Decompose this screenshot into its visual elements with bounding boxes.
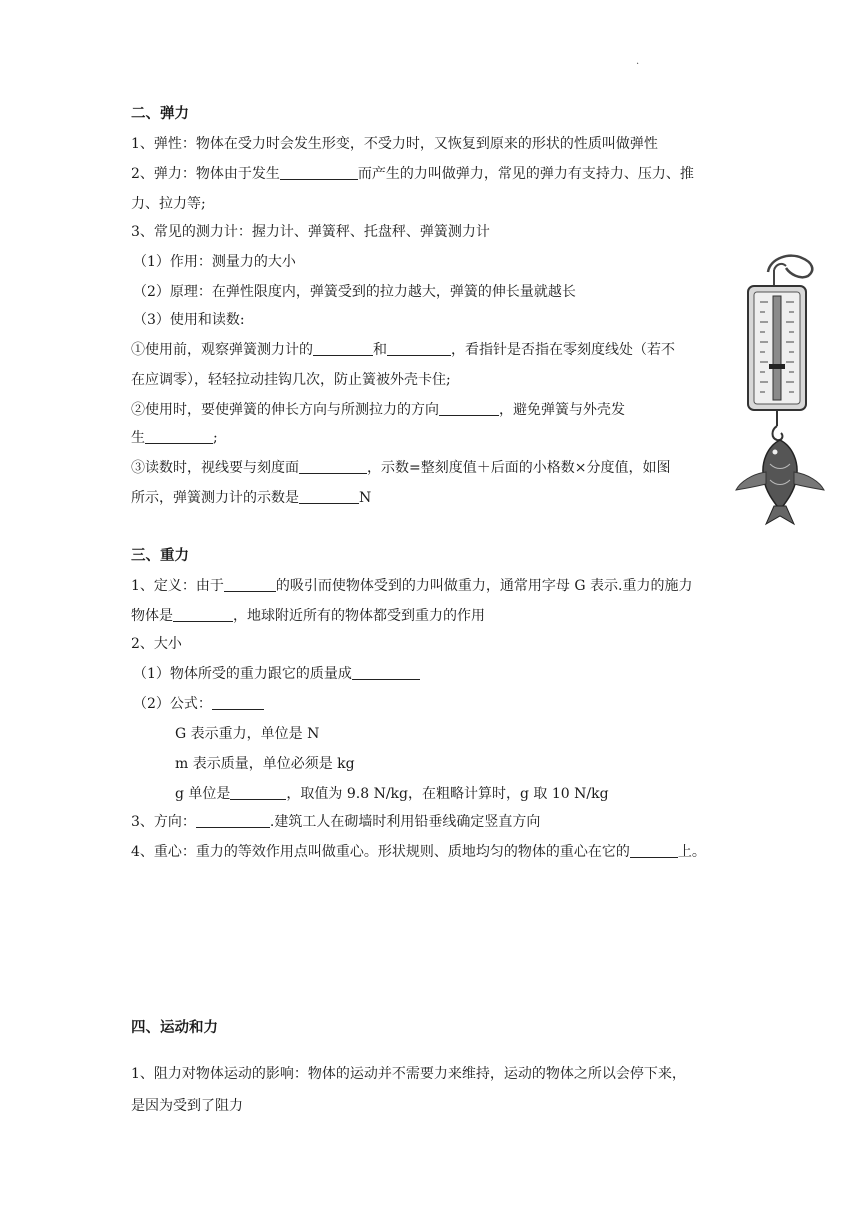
text-line: m 表示质量，单位必须是 kg	[175, 756, 355, 772]
fill-blank	[230, 784, 286, 800]
fill-blank	[173, 606, 233, 622]
text-line: （2）公式：	[133, 694, 264, 714]
text-line: 3、常见的测力计：握力计、弹簧秤、托盘秤、弹簧测力计	[131, 224, 490, 240]
fill-blank	[299, 488, 359, 504]
fill-blank	[387, 340, 451, 356]
text-line: 1、弹性：物体在受力时会发生形变，不受力时，又恢复到原来的形状的性质叫做弹性	[131, 136, 658, 152]
fill-blank	[313, 340, 373, 356]
fill-blank	[630, 842, 678, 858]
text-line: 在应调零），轻轻拉动挂钩几次，防止簧被外壳卡住;	[131, 372, 451, 388]
section-title-gravity: 三、重力	[131, 547, 189, 564]
fill-blank	[352, 664, 420, 680]
fill-blank	[196, 812, 270, 828]
header-dot: .	[636, 56, 640, 67]
fill-blank	[212, 694, 264, 710]
text-line: （2）原理：在弹性限度内，弹簧受到的拉力越大，弹簧的伸长量就越长	[133, 284, 576, 300]
text-line: ③读数时，视线要与刻度面 ，示数=整刻度值＋后面的小格数×分度值，如图	[131, 460, 671, 476]
text-line: 力、拉力等;	[131, 196, 206, 212]
text-line: 1、阻力对物体运动的影响：物体的运动并不需要力来维持，运动的物体之所以会停下来，	[131, 1066, 686, 1082]
text-line: 3、方向： .建筑工人在砌墙时利用铅垂线确定竖直方向	[131, 814, 541, 830]
text-line: g 单位是 ，取值为 9.8 N/kg，在粗略计算时，g 取 10 N/kg	[175, 786, 609, 802]
text-line: 2、大小	[131, 636, 182, 652]
fill-blank	[299, 458, 367, 474]
text-line: 物体是 ，地球附近所有的物体都受到重力的作用	[131, 608, 485, 624]
text-line: ②使用时，要使弹簧的伸长方向与所测拉力的方向 ，避免弹簧与外壳发	[131, 402, 625, 418]
fill-blank	[280, 164, 358, 180]
section-title-elasticity: 二、弹力	[131, 105, 189, 122]
text-line: （1）作用：测量力的大小	[133, 254, 296, 270]
text-line: 1、定义：由于 的吸引而使物体受到的力叫做重力，通常用字母 G 表示.重力的施力	[131, 578, 693, 594]
text-line: 生 ;	[131, 430, 218, 446]
text-line: 所示，弹簧测力计的示数是 N	[131, 490, 372, 506]
text-line: ①使用前，观察弹簧测力计的 和 ，看指针是否指在零刻度线处（若不	[131, 342, 675, 358]
fill-blank	[145, 428, 213, 444]
text-line: G 表示重力，单位是 N	[175, 726, 320, 742]
text-line: （1）物体所受的重力跟它的质量成	[133, 664, 420, 684]
text-line: 2、弹力：物体由于发生 而产生的力叫做弹力，常见的弹力有支持力、压力、推	[131, 166, 694, 182]
text-line: 是因为受到了阻力	[131, 1098, 243, 1114]
text-line: （3）使用和读数:	[133, 312, 245, 328]
spring-scale-with-fish-icon	[730, 240, 830, 530]
text-line: 4、重心：重力的等效作用点叫做重心。形状规则、质地均匀的物体的重心在它的 上。	[131, 844, 706, 860]
fill-blank	[224, 576, 276, 592]
section-title-motion-and-force: 四、运动和力	[131, 1019, 218, 1036]
fill-blank	[439, 400, 499, 416]
